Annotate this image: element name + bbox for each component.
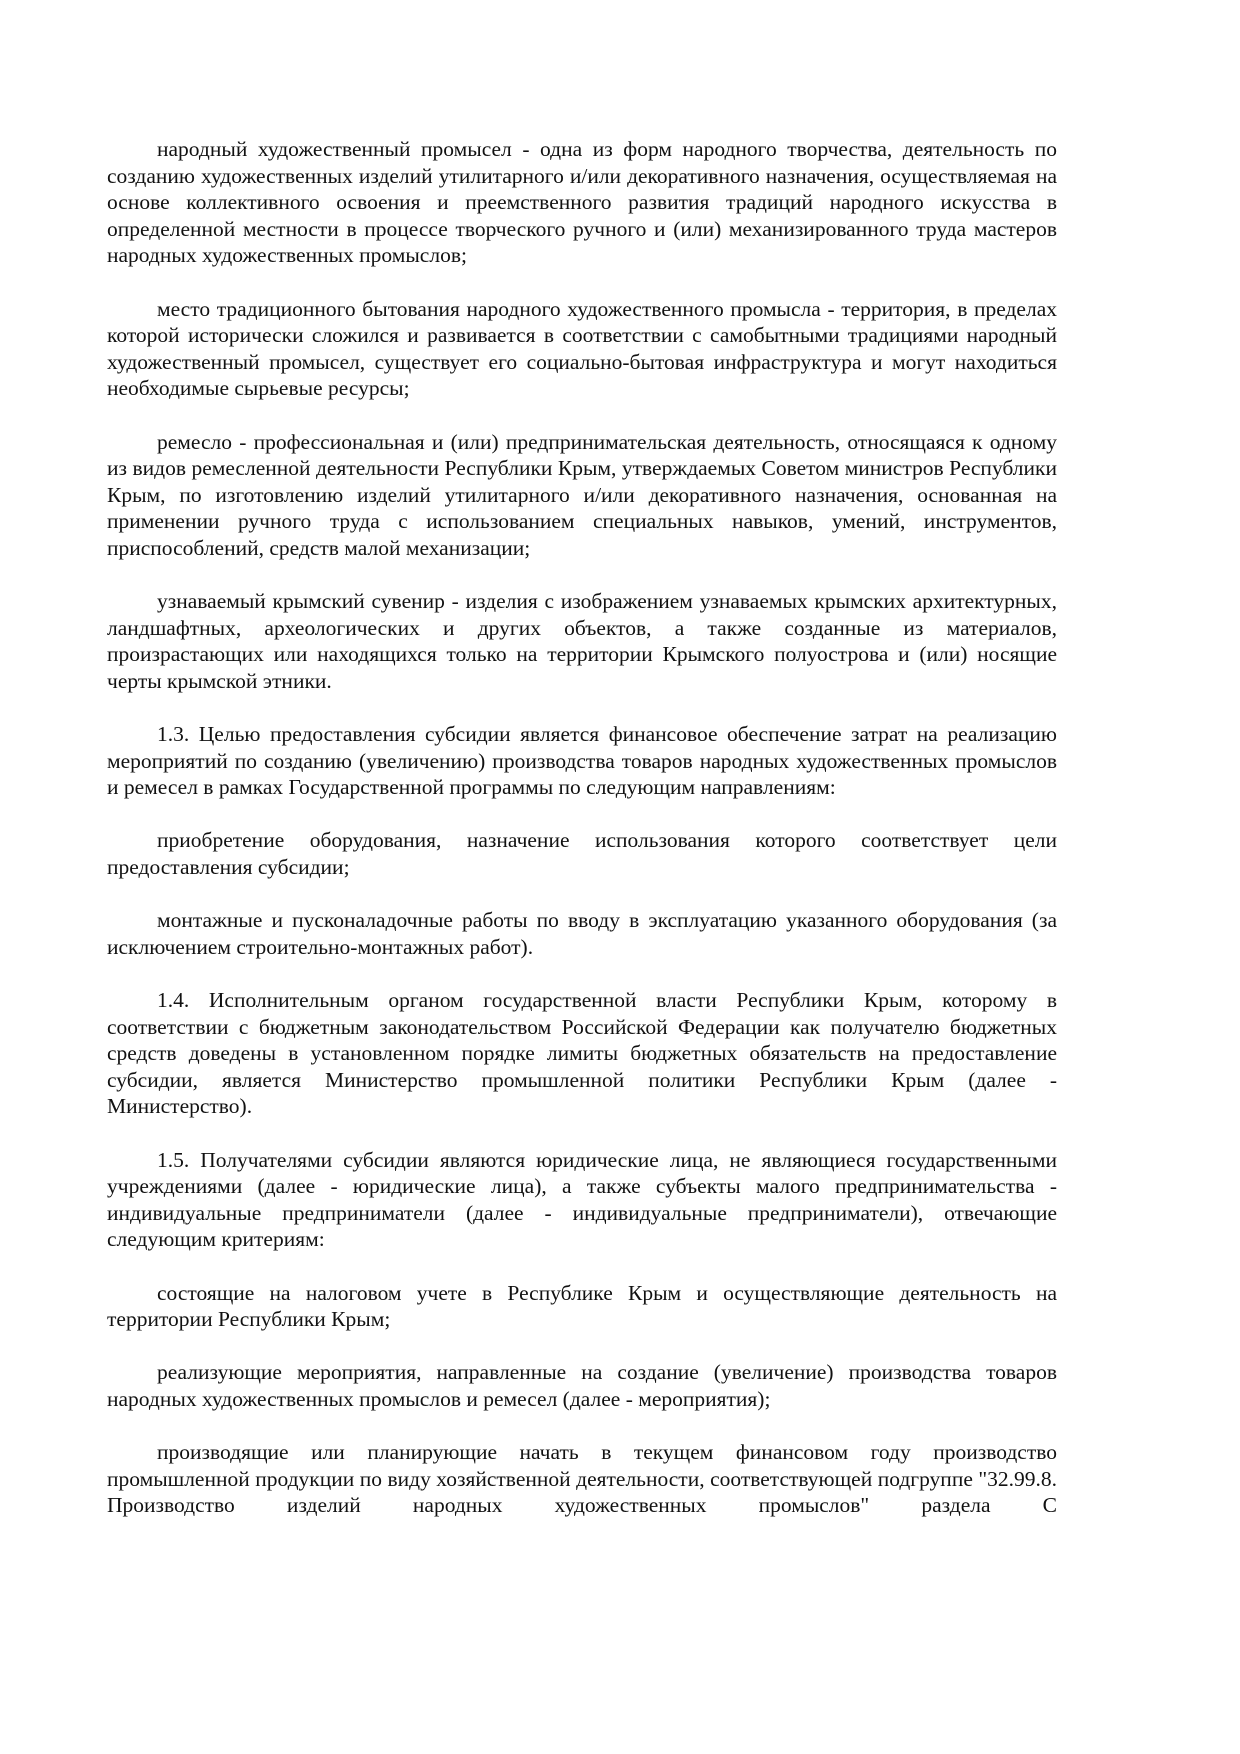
definition-traditional-place: место традиционного бытования народного художественного промысла - территория, в пределах которой исторически сложился и развивается в соответствии с самобытными традициями народный художественный промысел, существует его социально-бытовая инфраструктура и могут находиться необходимые сырьевые ресурсы; <box>107 296 1057 401</box>
criterion-tax-registration: состоящие на налоговом учете в Республике Крым и осуществляющие деятельность на территории Республики Крым; <box>107 1280 1057 1332</box>
criterion-production: производящие или планирующие начать в текущем финансовом году производство промышленной продукции по виду хозяйственной деятельности, соответствующей подгруппе "32.99.8. Производство изделий народных художественных промыслов" раздела С <box>107 1440 1057 1518</box>
definition-folk-craft: народный художественный промысел - одна из форм народного творчества, деятельность по созданию художественных изделий утилитарного и/или декоративного назначения, осуществляемая на основе коллективного освоения и преемственного развития традиций народного искусства в определенной местности в процессе творческого ручного и (или) механизированного труда мастеров народных художественных промыслов; <box>107 137 1057 268</box>
definition-crimean-souvenir: узнаваемый крымский сувенир - изделия с изображением узнаваемых крымских архитектурных, ландшафтных, археологических и других объектов, а также созданные из материалов, произрастающих или находящихся только на территории Крымского полуострова и (или) носящие черты крымской этники. <box>107 589 1057 693</box>
document-page <box>107 136 1057 1545</box>
direction-equipment-purchase: приобретение оборудования, назначение использования которого соответствует цели предоставления субсидии; <box>107 828 1057 880</box>
definition-craft: ремесло - профессиональная и (или) предпринимательская деятельность, относящаяся к одному из видов ремесленной деятельности Республики Крым, утверждаемых Советом министров Республики Крым, по изготовлению изделий утилитарного и/или декоративного назначения, основанная на применении ручного труда с использованием специальных навыков, умений, инструментов, приспособлений, средств малой механизации; <box>107 429 1057 560</box>
clause-1-4: 1.4. Исполнительным органом государственной власти Республики Крым, которому в соответствии с бюджетным законодательством Российской Федерации как получателю бюджетных средств доведены в установленном порядке лимиты бюджетных обязательств на предоставление субсидии, является Министерство промышленной политики Республики Крым (далее - Министерство). <box>107 988 1057 1119</box>
direction-installation-works: монтажные и пусконаладочные работы по вводу в эксплуатацию указанного оборудования (за исключением строительно-монтажных работ). <box>107 908 1057 959</box>
clause-1-3: 1.3. Целью предоставления субсидии является финансовое обеспечение затрат на реализацию мероприятий по созданию (увеличению) производства товаров народных художественных промыслов и ремесел в рамках Государственной программы по следующим направлениям: <box>107 722 1057 800</box>
clause-1-5: 1.5. Получателями субсидии являются юридические лица, не являющиеся государственными учреждениями (далее - юридические лица), а также субъекты малого предпринимательства - индивидуальные предприниматели (далее - индивидуальные предприниматели), отвечающие следующим критериям: <box>107 1147 1057 1252</box>
criterion-implementing-measures: реализующие мероприятия, направленные на создание (увеличение) производства товаров народных художественных промыслов и ремесел (далее - мероприятия); <box>107 1360 1057 1411</box>
